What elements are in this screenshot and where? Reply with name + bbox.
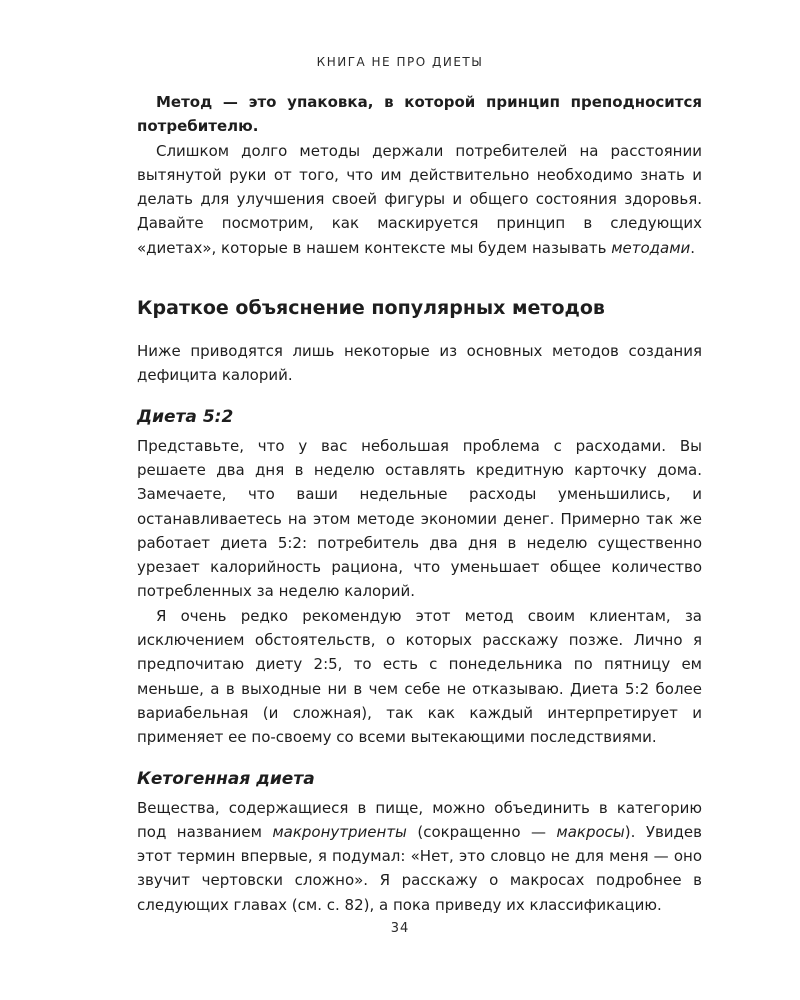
section-lead-paragraph: Ниже приводятся лишь некоторые из основных методов создания дефицита калорий. bbox=[137, 342, 702, 385]
running-head: КНИГА НЕ ПРО ДИЕТЫ bbox=[316, 55, 484, 69]
diet-52-paragraph-1: Представьте, что у вас небольшая проблема с расходами. Вы решаете два дня в неделю оставлять кредитную карточку дома. Замечаете, что ваши недельные расходы уменьшились, и останавливаетесь на этом методе экономии денег. Примерно так же работает диета 5:2: потребитель два дня в неделю существенно урезает калорийность рациона, что уменьшает общее количество потребленных за неделю калорий. bbox=[137, 436, 702, 601]
macros-emphasis: макросы bbox=[556, 822, 625, 841]
methods-emphasis: методами bbox=[611, 238, 691, 257]
diet-52-paragraph-2: Я очень редко рекомендую этот метод своим клиентам, за исключением обстоятельств, о которых расскажу позже. Лично я предпочитаю диету 2:5, то есть с понедельника по пятницу ем меньше, а в выходные ни в чем себе не отказываю. Диета 5:2 более вариабельная (и сложная), так как каждый интерпретирует и применяет ее по-своему со всеми вытекающими последствиями. bbox=[137, 606, 702, 747]
page-body bbox=[137, 90, 702, 917]
intro-paragraph: Слишком долго методы держали потребителей на расстоянии вытянутой руки от того, что им действительно необходимо знать и делать для улучшения своей фигуры и общего состояния здоровья. Давайте посмотрим, как маскируется принцип в следующих «диетах», которые в нашем контексте мы будем называть методами. bbox=[137, 141, 702, 257]
page-number: 34 bbox=[390, 921, 410, 936]
section-heading: Краткое объяснение популярных методов bbox=[137, 297, 605, 320]
keto-paragraph: Вещества, содержащиеся в пище, можно объединить в категорию под названием макронутриенты (сокращенно — макросы). Увидев этот термин впервые, я подумал: «Нет, это словцо не для меня — оно звучит чертовски сложно». Я расскажу о макросах подробнее в следующих главах (см. с. 82), а пока приведу их классификацию. bbox=[137, 798, 702, 914]
intro-bold-paragraph: Метод — это упаковка, в которой принцип преподносится потребителю. bbox=[137, 93, 702, 136]
keto-diet-heading: Кетогенная диета bbox=[137, 768, 315, 789]
diet-52-heading: Диета 5:2 bbox=[137, 406, 234, 427]
macronutrients-emphasis: макронутриенты bbox=[272, 822, 407, 841]
